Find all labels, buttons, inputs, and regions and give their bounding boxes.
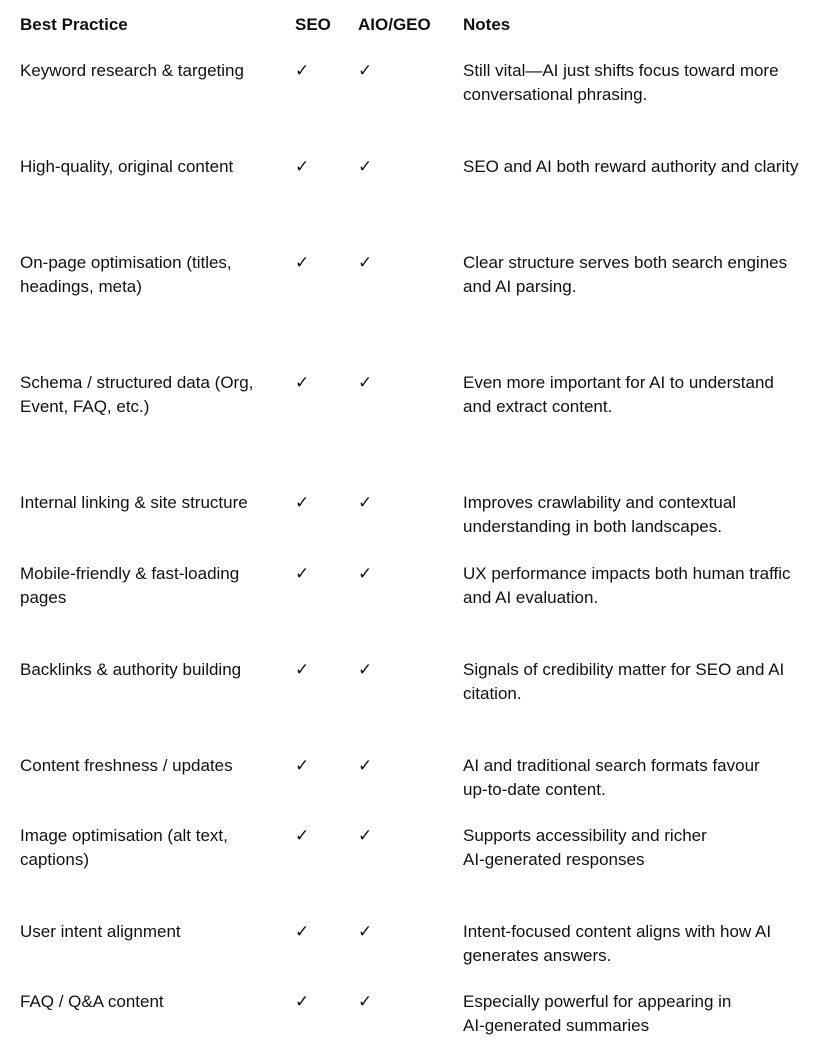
practice-cell: captions) xyxy=(20,850,89,869)
aio-geo-check-icon: ✓ xyxy=(358,253,373,273)
notes-cell: Improves crawlability and contextual xyxy=(463,493,737,512)
seo-check-icon: ✓ xyxy=(295,493,310,513)
practice-cell: FAQ / Q&A content xyxy=(20,992,164,1011)
practice-cell: On-page optimisation (titles, xyxy=(20,253,232,272)
header-notes: Notes xyxy=(463,15,511,34)
notes-cell: Intent-focused content aligns with how AI xyxy=(463,922,772,941)
notes-cell: UX performance impacts both human traffic xyxy=(463,564,791,583)
notes-cell: and extract content. xyxy=(463,397,613,416)
aio-geo-check-icon: ✓ xyxy=(358,922,373,942)
aio-geo-check-icon: ✓ xyxy=(358,826,373,846)
notes-cell: SEO and AI both reward authority and clarity xyxy=(463,157,799,176)
header-aio-geo: AIO/GEO xyxy=(358,15,431,34)
notes-cell: citation. xyxy=(463,684,522,703)
seo-check-icon: ✓ xyxy=(295,992,310,1012)
notes-cell: generates answers. xyxy=(463,946,612,965)
notes-cell: AI and traditional search formats favour xyxy=(463,756,760,775)
practice-cell: headings, meta) xyxy=(20,277,142,296)
practice-cell: Keyword research & targeting xyxy=(20,61,244,80)
seo-check-icon: ✓ xyxy=(295,253,310,273)
seo-check-icon: ✓ xyxy=(295,61,310,81)
notes-cell: conversational phrasing. xyxy=(463,85,648,104)
aio-geo-check-icon: ✓ xyxy=(358,564,373,584)
aio-geo-check-icon: ✓ xyxy=(358,61,373,81)
notes-cell: Signals of credibility matter for SEO and AI xyxy=(463,660,785,679)
practice-cell: Mobile-friendly & fast-loading xyxy=(20,564,240,583)
notes-cell: Especially powerful for appearing in xyxy=(463,992,732,1011)
seo-check-icon: ✓ xyxy=(295,756,310,776)
aio-geo-check-icon: ✓ xyxy=(358,660,373,680)
notes-cell: understanding in both landscapes. xyxy=(463,517,722,536)
notes-cell: and AI parsing. xyxy=(463,277,577,296)
practice-cell: Internal linking & site structure xyxy=(20,493,248,512)
notes-cell: Still vital—AI just shifts focus toward more xyxy=(463,61,779,80)
practice-cell: Content freshness / updates xyxy=(20,756,233,775)
practice-cell: User intent alignment xyxy=(20,922,181,941)
aio-geo-check-icon: ✓ xyxy=(358,373,373,393)
practice-cell: Event, FAQ, etc.) xyxy=(20,397,150,416)
notes-cell: and AI evaluation. xyxy=(463,588,599,607)
header-seo: SEO xyxy=(295,15,331,34)
notes-cell: Supports accessibility and richer xyxy=(463,826,707,845)
practice-cell: Image optimisation (alt text, xyxy=(20,826,228,845)
header-best-practice: Best Practice xyxy=(20,15,128,34)
aio-geo-check-icon: ✓ xyxy=(358,493,373,513)
aio-geo-check-icon: ✓ xyxy=(358,992,373,1012)
seo-check-icon: ✓ xyxy=(295,373,310,393)
practice-cell: pages xyxy=(20,588,67,607)
seo-check-icon: ✓ xyxy=(295,564,310,584)
notes-cell: AI-generated responses xyxy=(463,850,645,869)
notes-cell: up-to-date content. xyxy=(463,780,606,799)
seo-check-icon: ✓ xyxy=(295,826,310,846)
practice-cell: Schema / structured data (Org, xyxy=(20,373,254,392)
practice-cell: High-quality, original content xyxy=(20,157,234,176)
aio-geo-check-icon: ✓ xyxy=(358,157,373,177)
notes-cell: AI-generated summaries xyxy=(463,1016,650,1035)
seo-check-icon: ✓ xyxy=(295,660,310,680)
seo-check-icon: ✓ xyxy=(295,157,310,177)
notes-cell: Even more important for AI to understand xyxy=(463,373,774,392)
aio-geo-check-icon: ✓ xyxy=(358,756,373,776)
seo-check-icon: ✓ xyxy=(295,922,310,942)
practice-cell: Backlinks & authority building xyxy=(20,660,242,679)
notes-cell: Clear structure serves both search engines xyxy=(463,253,788,272)
